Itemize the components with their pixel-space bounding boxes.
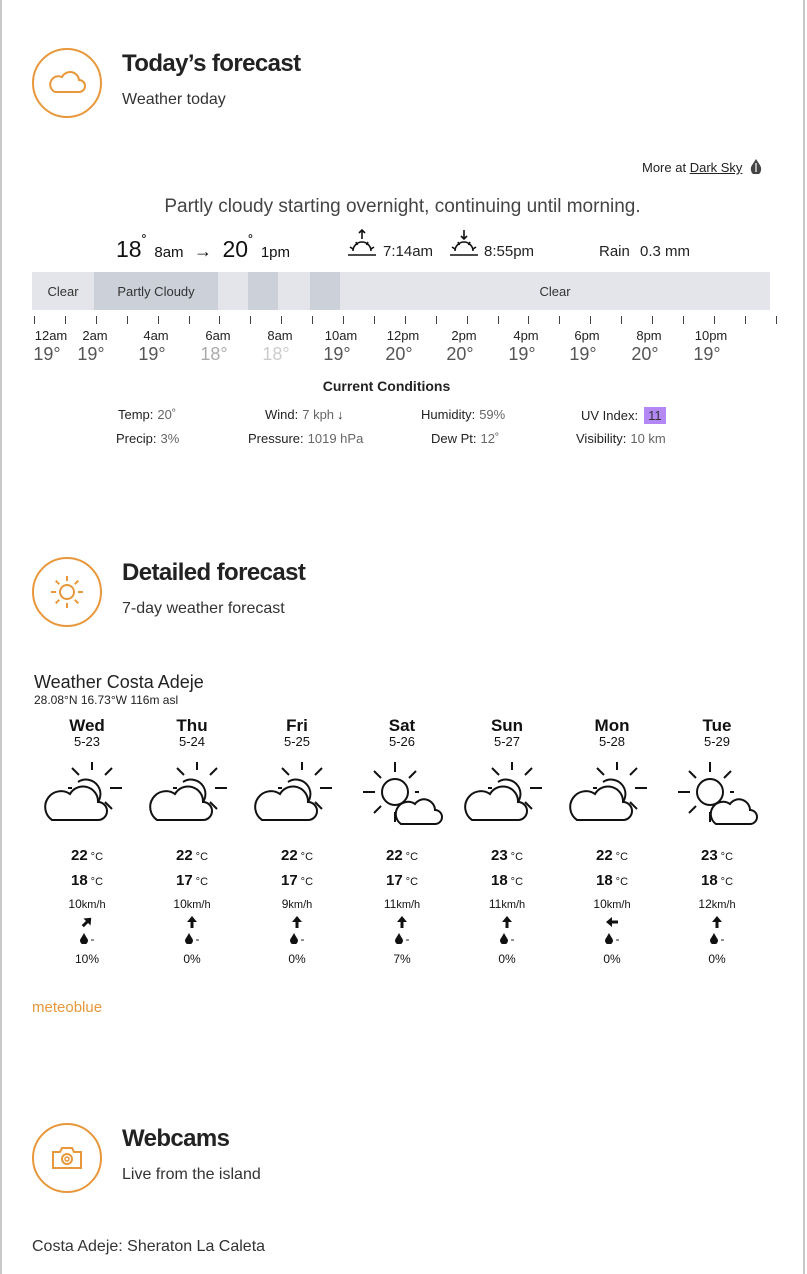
precip-value: 3% bbox=[160, 431, 180, 446]
timeline-segment[interactable]: Partly Cloudy bbox=[94, 272, 218, 310]
temp-unit: °C bbox=[405, 851, 419, 863]
temp-unit: °C bbox=[300, 876, 314, 888]
wind-unit: km/h bbox=[81, 899, 106, 911]
hour-label: 8am bbox=[267, 328, 293, 343]
hour-label: 12am bbox=[34, 328, 68, 343]
precip-probability: 0% bbox=[708, 952, 726, 966]
timeline-tick bbox=[436, 316, 437, 324]
hour-temp: 19° bbox=[569, 344, 597, 364]
cond-visibility bbox=[576, 431, 666, 446]
rain-amount bbox=[599, 243, 690, 260]
temp-label: Temp: bbox=[118, 407, 154, 422]
timeline-tick bbox=[65, 316, 66, 324]
hour-temp: 19° bbox=[508, 344, 536, 364]
wind-speed-value: 10 bbox=[173, 897, 187, 911]
timeline-segment[interactable] bbox=[278, 272, 310, 310]
precip-value: - bbox=[90, 932, 95, 946]
timeline-tick bbox=[528, 316, 529, 324]
temp-min-value: 17 bbox=[175, 872, 193, 889]
temp-unit: °C bbox=[510, 851, 524, 863]
cond-pressure bbox=[248, 431, 363, 446]
forecast-summary: Partly cloudy starting overnight, continuing until morning. bbox=[164, 196, 641, 217]
arrow-right-icon: → bbox=[194, 241, 213, 261]
raindrop-icon bbox=[290, 933, 298, 944]
forecast-day bbox=[562, 716, 662, 966]
temp-max-value: 22 bbox=[280, 847, 298, 864]
detailed-subtitle: 7-day weather forecast bbox=[122, 600, 285, 617]
precip-value: - bbox=[720, 932, 725, 946]
cond-dewpt bbox=[431, 431, 499, 446]
wind-speed-value: 11 bbox=[383, 897, 397, 911]
wind-direction-arrow-icon bbox=[185, 915, 199, 929]
timeline-tick bbox=[96, 316, 97, 324]
timeline-tick bbox=[498, 316, 499, 324]
hour-label: 2pm bbox=[451, 328, 477, 343]
day-date: 5-25 bbox=[283, 734, 311, 749]
day-date: 5-28 bbox=[598, 734, 626, 749]
hour-label: 10am bbox=[324, 328, 358, 343]
timeline-tick bbox=[250, 316, 251, 324]
precip-amount bbox=[247, 932, 347, 946]
webcams-subtitle: Live from the island bbox=[122, 1166, 261, 1183]
timeline-segment[interactable] bbox=[310, 272, 340, 310]
day-date: 5-26 bbox=[388, 734, 416, 749]
hour-temp: 19° bbox=[33, 344, 61, 364]
widget-title: Weather Costa Adeje bbox=[34, 672, 204, 692]
more-at-label: More at bbox=[642, 160, 687, 175]
sunrise-icon bbox=[347, 228, 377, 263]
timeline-tick bbox=[683, 316, 684, 324]
timeline-tick bbox=[189, 316, 190, 324]
meteoblue-link[interactable]: meteoblue bbox=[32, 999, 103, 1016]
raindrop-icon bbox=[185, 933, 193, 944]
visibility-value: 10 km bbox=[630, 431, 666, 446]
day-name: Tue bbox=[702, 716, 732, 735]
cond-wind bbox=[265, 407, 344, 422]
forecast-day bbox=[457, 716, 557, 966]
cond-uv bbox=[581, 407, 666, 424]
precip-probability: 10% bbox=[74, 952, 100, 966]
precip-value: - bbox=[405, 932, 410, 946]
uv-label: UV Index: bbox=[581, 408, 639, 423]
webcam-link[interactable]: Costa Adeje: Sheraton La Caleta bbox=[32, 1238, 266, 1255]
sun-with-cloud-icon bbox=[357, 757, 447, 833]
timeline-segment[interactable]: Clear bbox=[340, 272, 770, 310]
timeline-tick bbox=[127, 316, 128, 324]
temp-unit: °C bbox=[90, 851, 104, 863]
arrow-down-icon: ↓ bbox=[337, 407, 344, 422]
cond-humidity bbox=[421, 407, 505, 422]
temp-min-value: 17 bbox=[385, 872, 403, 889]
wind-direction-arrow-icon bbox=[710, 915, 724, 929]
wind-speed-value: 12 bbox=[698, 897, 712, 911]
hour-label: 12pm bbox=[386, 328, 420, 343]
temp-value: 20˚ bbox=[157, 407, 177, 422]
precip-value: - bbox=[195, 932, 200, 946]
precip-probability: 0% bbox=[603, 952, 621, 966]
precip-value: - bbox=[300, 932, 305, 946]
sun-with-cloud-icon bbox=[672, 757, 762, 833]
timeline-tick bbox=[559, 316, 560, 324]
temp-unit: °C bbox=[720, 876, 734, 888]
dark-sky-link[interactable]: Dark Sky bbox=[689, 160, 743, 175]
day-name: Wed bbox=[69, 716, 105, 735]
hour-temp: 18° bbox=[200, 344, 228, 364]
temp-max-value: 22 bbox=[70, 847, 88, 864]
cloud-icon bbox=[32, 48, 102, 118]
raindrop-icon bbox=[710, 933, 718, 944]
cloud-with-sun-icon bbox=[252, 757, 342, 833]
precip-value: - bbox=[615, 932, 620, 946]
webcams-title: Webcams bbox=[122, 1125, 230, 1152]
visibility-label: Visibility: bbox=[576, 431, 627, 446]
temp-min-value: 18 bbox=[595, 872, 613, 889]
temp-max-value: 22 bbox=[595, 847, 613, 864]
day-name: Thu bbox=[176, 716, 208, 735]
temp-min bbox=[352, 872, 452, 889]
day-name: Sun bbox=[490, 716, 524, 735]
wind-unit: km/h bbox=[396, 899, 421, 911]
precip-amount bbox=[562, 932, 662, 946]
current-conditions-title: Current Conditions bbox=[322, 378, 451, 394]
wind-direction-arrow-icon bbox=[395, 915, 409, 929]
temp-unit: °C bbox=[720, 851, 734, 863]
wind-unit: km/h bbox=[186, 899, 211, 911]
wind-speed bbox=[37, 897, 137, 911]
temp-unit: °C bbox=[195, 876, 209, 888]
timeline-tick bbox=[312, 316, 313, 324]
precip-amount bbox=[352, 932, 452, 946]
wind-direction-arrow-icon bbox=[500, 915, 514, 929]
temp-high-time: 1pm bbox=[260, 244, 291, 261]
humidity-value: 59% bbox=[479, 407, 506, 422]
temp-min-value: 17 bbox=[280, 872, 298, 889]
timeline-tick bbox=[374, 316, 375, 324]
hour-label: 4pm bbox=[513, 328, 539, 343]
temp-min bbox=[457, 872, 557, 889]
temp-unit: °C bbox=[405, 876, 419, 888]
humidity-label: Humidity: bbox=[421, 407, 476, 422]
wind-direction-arrow-icon bbox=[77, 912, 97, 932]
temp-max bbox=[457, 847, 557, 864]
forecast-day bbox=[37, 716, 137, 966]
cloud-with-sun-icon bbox=[462, 757, 552, 833]
temp-max-value: 23 bbox=[700, 847, 718, 864]
temp-min-value: 18 bbox=[490, 872, 508, 889]
temp-low-time: 8am bbox=[154, 244, 184, 261]
uv-badge: 11 bbox=[644, 407, 666, 424]
timeline-tick bbox=[343, 316, 344, 324]
hour-temp: 19° bbox=[77, 344, 105, 364]
precip-amount bbox=[457, 932, 557, 946]
sunset-icon bbox=[449, 228, 479, 263]
temp-low: 18 bbox=[116, 236, 142, 262]
today-subtitle: Weather today bbox=[122, 91, 226, 108]
cloud-with-sun-icon bbox=[567, 757, 657, 833]
today-title: Today’s forecast bbox=[122, 50, 301, 77]
temp-min bbox=[562, 872, 662, 889]
timeline-segment[interactable]: Clear bbox=[32, 272, 94, 310]
detailed-title: Detailed forecast bbox=[122, 559, 306, 586]
hour-temp: 19° bbox=[693, 344, 721, 364]
timeline-tick bbox=[34, 316, 35, 324]
timeline-tick bbox=[621, 316, 622, 324]
timeline-tick bbox=[745, 316, 746, 324]
temp-max bbox=[142, 847, 242, 864]
dark-sky-credit bbox=[642, 159, 762, 177]
temp-unit: °C bbox=[615, 851, 629, 863]
hour-temp: 20° bbox=[446, 344, 474, 364]
timeline-segment[interactable] bbox=[248, 272, 278, 310]
dark-sky-logo-icon bbox=[750, 159, 762, 177]
temp-max bbox=[562, 847, 662, 864]
wind-speed bbox=[142, 897, 242, 911]
precip-amount bbox=[667, 932, 767, 946]
raindrop-icon bbox=[605, 933, 613, 944]
temp-min bbox=[667, 872, 767, 889]
wind-unit: km/h bbox=[501, 899, 526, 911]
wind-direction-arrow-icon bbox=[605, 915, 619, 929]
hour-temp: 20° bbox=[385, 344, 413, 364]
hour-label: 4am bbox=[143, 328, 169, 343]
temp-unit: °C bbox=[510, 876, 524, 888]
sunrise-time: 7:14am bbox=[383, 243, 434, 260]
forecast-day bbox=[667, 716, 767, 966]
timeline-tick bbox=[219, 316, 220, 324]
wind-label: Wind: bbox=[265, 407, 299, 422]
timeline-tick bbox=[281, 316, 282, 324]
sunset-time: 8:55pm bbox=[484, 243, 535, 260]
precip-probability: 7% bbox=[393, 952, 411, 966]
raindrop-icon bbox=[80, 933, 88, 944]
day-date: 5-29 bbox=[703, 734, 731, 749]
cloud-with-sun-icon bbox=[147, 757, 237, 833]
wind-unit: km/h bbox=[288, 899, 313, 911]
wind-speed-value: 10 bbox=[68, 897, 82, 911]
wind-speed-value: 11 bbox=[488, 897, 502, 911]
sun-icon bbox=[32, 557, 102, 627]
temp-max-value: 23 bbox=[490, 847, 508, 864]
forecast-day bbox=[247, 716, 347, 966]
timeline-segment[interactable] bbox=[218, 272, 248, 310]
wind-speed-value: 9 bbox=[281, 897, 289, 911]
precip-amount bbox=[142, 932, 242, 946]
precip-probability: 0% bbox=[288, 952, 306, 966]
temp-max bbox=[247, 847, 347, 864]
temp-min bbox=[37, 872, 137, 889]
wind-value: 7 kph bbox=[302, 407, 335, 422]
hour-label: 10pm bbox=[694, 328, 728, 343]
day-date: 5-24 bbox=[178, 734, 206, 749]
temp-min bbox=[247, 872, 347, 889]
wind-speed bbox=[457, 897, 557, 911]
temp-max bbox=[667, 847, 767, 864]
hour-label: 6pm bbox=[574, 328, 600, 343]
temp-unit: °C bbox=[90, 876, 104, 888]
hour-temp: 20° bbox=[631, 344, 659, 364]
forecast-day bbox=[142, 716, 242, 966]
temp-min-value: 18 bbox=[700, 872, 718, 889]
precip-probability: 0% bbox=[498, 952, 516, 966]
temp-max bbox=[37, 847, 137, 864]
hour-temp: 18° bbox=[262, 344, 290, 364]
day-date: 5-23 bbox=[73, 734, 101, 749]
dewpt-label: Dew Pt: bbox=[431, 431, 477, 446]
day-name: Fri bbox=[286, 716, 308, 735]
temp-min bbox=[142, 872, 242, 889]
temp-unit: °C bbox=[300, 851, 314, 863]
cond-precip bbox=[116, 431, 179, 446]
wind-unit: km/h bbox=[711, 899, 736, 911]
precip-amount bbox=[37, 932, 137, 946]
wind-speed bbox=[352, 897, 452, 911]
temp-high: 20 bbox=[222, 236, 249, 262]
precip-label: Precip: bbox=[116, 431, 157, 446]
temp-unit: °C bbox=[195, 851, 209, 863]
cloud-with-sun-icon bbox=[42, 757, 132, 833]
wind-speed bbox=[667, 897, 767, 911]
rain-label: Rain bbox=[599, 243, 630, 260]
hour-label: 6am bbox=[205, 328, 231, 343]
hour-temp: 19° bbox=[323, 344, 351, 364]
wind-speed bbox=[562, 897, 662, 911]
hour-label: 2am bbox=[82, 328, 108, 343]
precip-value: - bbox=[510, 932, 515, 946]
wind-direction-arrow-icon bbox=[290, 915, 304, 929]
rain-value: 0.3 mm bbox=[640, 243, 691, 260]
dewpt-value: 12˚ bbox=[480, 431, 500, 446]
raindrop-icon bbox=[395, 933, 403, 944]
temp-unit: °C bbox=[615, 876, 629, 888]
temp-max bbox=[352, 847, 452, 864]
timeline-tick bbox=[405, 316, 406, 324]
temp-range: 18˚ 8am → 20˚ 1pm bbox=[116, 234, 291, 262]
day-name: Sat bbox=[388, 716, 416, 735]
day-name: Mon bbox=[594, 716, 630, 735]
wind-speed bbox=[247, 897, 347, 911]
timeline-tick bbox=[652, 316, 653, 324]
temp-max-value: 22 bbox=[385, 847, 403, 864]
wind-speed-value: 10 bbox=[593, 897, 607, 911]
hour-label: 8pm bbox=[636, 328, 662, 343]
forecast-day bbox=[352, 716, 452, 966]
timeline-tick bbox=[590, 316, 591, 324]
day-date: 5-27 bbox=[493, 734, 521, 749]
wind-unit: km/h bbox=[606, 899, 631, 911]
pressure-label: Pressure: bbox=[248, 431, 304, 446]
widget-coords: 28.08°N 16.73°W 116m asl bbox=[34, 693, 179, 707]
timeline-tick bbox=[158, 316, 159, 324]
temp-min-value: 18 bbox=[70, 872, 88, 889]
raindrop-icon bbox=[500, 933, 508, 944]
pressure-value: 1019 hPa bbox=[307, 431, 364, 446]
timeline-tick bbox=[714, 316, 715, 324]
camera-icon bbox=[32, 1123, 102, 1193]
timeline-tick bbox=[467, 316, 468, 324]
hour-temp: 19° bbox=[138, 344, 166, 364]
cond-temp bbox=[118, 407, 176, 422]
precip-probability: 0% bbox=[183, 952, 201, 966]
temp-max-value: 22 bbox=[175, 847, 193, 864]
timeline-tick bbox=[776, 316, 777, 324]
